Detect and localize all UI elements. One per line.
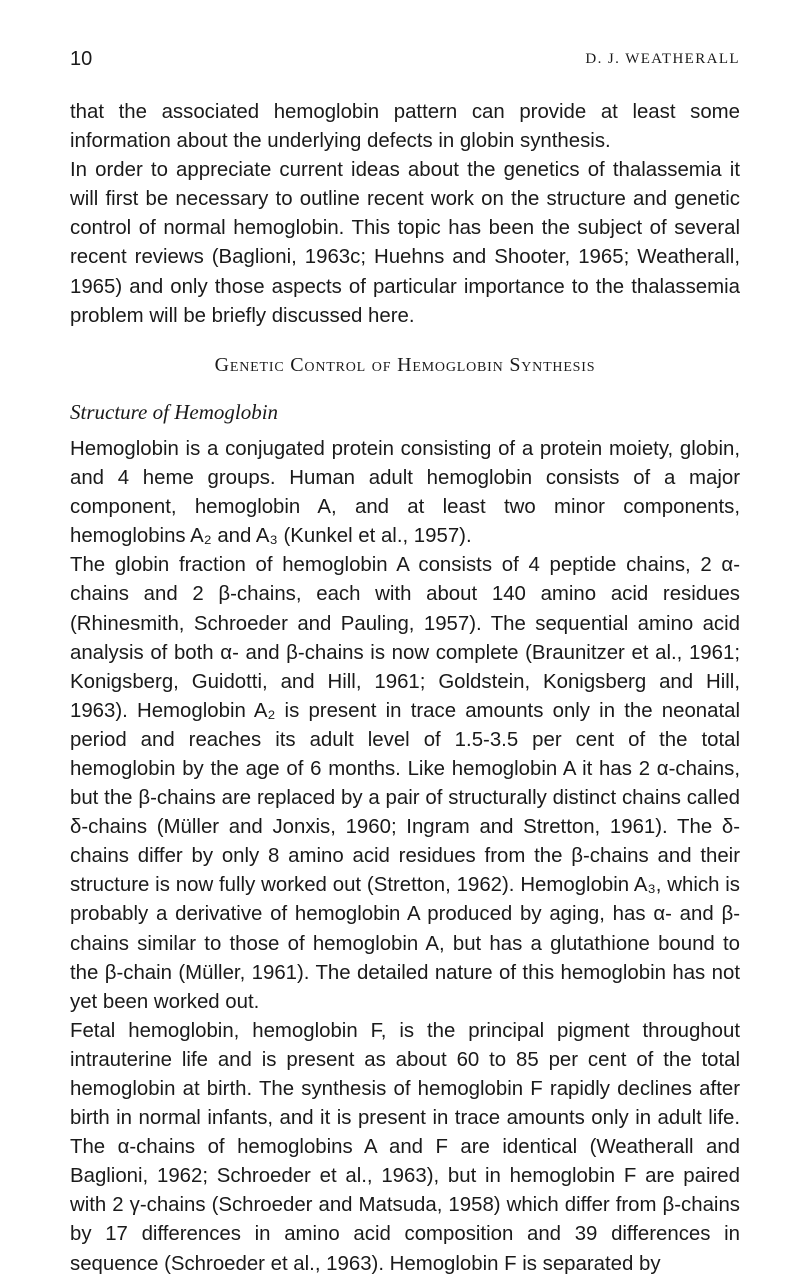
paragraph: that the associated hemoglobin pattern can provide at least some information about the underlying defects in globin synthesis. (70, 101, 740, 153)
body-text (70, 98, 740, 1279)
paragraph: Hemoglobin is a conjugated protein consisting of a protein moiety, globin, and 4 heme groups. Human adult hemoglobin consists of a major component, hemoglobin A, and at least two minor components, hemoglobins A₂ and A₃ (Kunkel et al., 1957). (70, 437, 740, 548)
running-head (70, 48, 740, 78)
page-number: 10 (70, 48, 93, 70)
paragraph: Fetal hemoglobin, hemoglobin F, is the principal pigment throughout intrauterine life and is present as about 60 to 85 per cent of the total hemoglobin at birth. The synthesis of hemoglobin F rapidly declines after birth in normal infants, and it is present in trace amounts only in adult life. The α-chains of hemoglobins A and F are identical (Weatherall and Baglioni, 1962; Schroeder et al., 1963), but in hemoglobin F are paired with 2 γ-chains (Schroeder and Matsuda, 1958) which differ from β-chains by 17 differences in amino acid composition and 39 differences in sequence (Schroeder et al., 1963). Hemoglobin F is separated by (70, 1019, 740, 1275)
paragraph: The globin fraction of hemoglobin A consists of 4 peptide chains, 2 α-chains and 2 β-chains, each with about 140 amino acid residues (Rhinesmith, Schroeder and Pauling, 1957). The sequential amino acid analysis of both α- and β-chains is now complete (Braunitzer et al., 1961; Konigsberg, Guidotti, and Hill, 1961; Goldstein, Konigsberg and Hill, 1963). Hemoglobin A₂ is present in trace amounts only in the neonatal period and reaches its adult level of 1.5-3.5 per cent of the total hemoglobin by the age of 6 months. Like hemoglobin A it has 2 α-chains, but the β-chains are replaced by a pair of structurally distinct chains called δ-chains (Müller and Jonxis, 1960; Ingram and Stretton, 1961). The δ-chains differ by only 8 amino acid residues from the β-chains and their structure is now fully worked out (Stretton, 1962). Hemoglobin A₃, which is probably a derivative of hemoglobin A produced by aging, has α- and β-chains similar to those of hemoglobin A, but has a glutathione bound to the β-chain (Müller, 1961). The detailed nature of this hemoglobin has not yet been worked out. (70, 554, 740, 1013)
section-heading: Genetic Control of Hemoglobin Synthesis (214, 353, 596, 376)
paragraph: In order to appreciate current ideas about the genetics of thalassemia it will first be necessary to outline recent work on the structure and genetic control of normal hemoglobin. This topic has been the subject of several recent reviews (Baglioni, 1963c; Huehns and Shooter, 1965; Weatherall, 1965) and only those aspects of particular importance to the thalassemia problem will be briefly discussed here. (70, 159, 740, 327)
book-page (70, 48, 740, 1279)
running-head-author: D. J. WEATHERALL (585, 51, 740, 67)
subsection-heading: Structure of Hemoglobin (70, 399, 279, 424)
